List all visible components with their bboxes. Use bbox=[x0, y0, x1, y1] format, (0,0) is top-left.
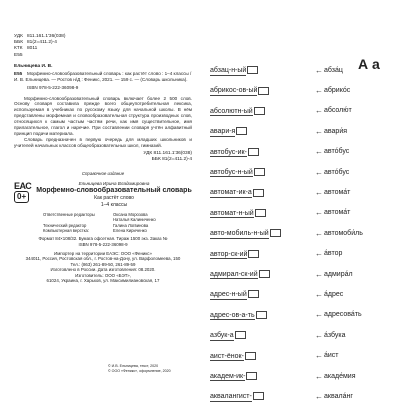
ending-box-icon bbox=[259, 270, 270, 278]
desc-code: Е55 bbox=[14, 70, 23, 76]
morpheme-breakdown bbox=[210, 372, 314, 380]
morpheme-breakdown bbox=[210, 107, 314, 115]
morpheme-breakdown bbox=[210, 127, 314, 135]
staff-name: Елена Кириченко bbox=[113, 227, 147, 233]
root-word: автомоби́ль bbox=[324, 229, 363, 237]
entry-row bbox=[210, 162, 363, 182]
copyright-notice bbox=[108, 364, 171, 373]
right-code-udk: УДК 811.161.1'36(038) bbox=[143, 150, 192, 156]
morpheme-word: адрес-н-ый bbox=[210, 291, 247, 299]
morpheme-breakdown bbox=[210, 392, 314, 400]
ending-box-icon bbox=[248, 290, 259, 298]
root-word: а́ист bbox=[324, 352, 339, 360]
staff-roles bbox=[43, 212, 113, 234]
entry-row bbox=[210, 80, 363, 100]
morpheme-word: автомат-н-ый bbox=[210, 209, 254, 217]
udk-key: УДК bbox=[14, 34, 23, 39]
morpheme-breakdown bbox=[210, 209, 314, 217]
root-word: автома́т bbox=[324, 189, 351, 197]
ending-box-icon bbox=[270, 229, 281, 237]
ending-box-icon bbox=[248, 250, 259, 258]
staff-name: Наталья Калиниченко bbox=[113, 217, 156, 223]
staff-role: Ответственные редакторы bbox=[43, 211, 95, 217]
root-word: абсолю́т bbox=[324, 107, 352, 115]
morpheme-word: автомат-ик-а bbox=[210, 189, 252, 197]
grade-range: 1–4 классы bbox=[100, 201, 128, 208]
arrow-left-icon: ← bbox=[315, 208, 323, 218]
morpheme-word: абсолютн-ый bbox=[210, 107, 253, 115]
importer-phone: Тел.: (863) 261-89-50, 261-89-59 bbox=[70, 261, 136, 267]
morpheme-breakdown bbox=[210, 168, 314, 176]
root-word: а́втор bbox=[324, 250, 343, 258]
arrow-left-icon: ← bbox=[315, 65, 323, 75]
ending-box-icon bbox=[248, 148, 259, 156]
arrow-left-icon: ← bbox=[315, 228, 323, 238]
maker: Изготовитель: ООО «БЭТ», bbox=[75, 272, 131, 278]
arrow-left-icon: ← bbox=[315, 391, 323, 401]
title-block bbox=[36, 181, 192, 209]
ending-box-icon bbox=[256, 311, 267, 319]
arrow-left-icon: ← bbox=[315, 289, 323, 299]
entry-row bbox=[210, 325, 363, 345]
desc-text: Морфемно-словообразовательный словарь : как растёт слово : 1–4 классы / И. В. Ельницева. — Ростов н/Д : Феникс, 2021. — 159 с. — (Словарь школьника). bbox=[14, 70, 192, 82]
certification-signs bbox=[14, 181, 36, 203]
arrow-left-icon: ← bbox=[315, 310, 323, 320]
entry-row bbox=[210, 305, 363, 325]
classification-codes bbox=[14, 34, 192, 59]
format-line: Формат 84×108/32. Бумага офсетная. Тираж 1500 экз. Заказ № bbox=[38, 236, 168, 242]
root-word: авто́бус bbox=[324, 148, 350, 156]
root-word: акаде́мия bbox=[324, 372, 356, 380]
morpheme-word: академ-ик- bbox=[210, 372, 246, 380]
entry-row bbox=[210, 182, 363, 202]
ending-box-icon bbox=[254, 107, 265, 115]
entry-row bbox=[210, 223, 363, 243]
ending-box-icon bbox=[255, 209, 266, 217]
morpheme-breakdown bbox=[210, 290, 314, 298]
root-word: автома́т bbox=[324, 209, 351, 217]
title-block-row bbox=[14, 181, 192, 209]
letter-heading: А а bbox=[358, 56, 380, 72]
morpheme-breakdown bbox=[210, 229, 314, 237]
ending-box-icon bbox=[254, 168, 265, 176]
arrow-left-icon: ← bbox=[315, 188, 323, 198]
morpheme-word: абзац-н-ый bbox=[210, 67, 247, 75]
entry-row bbox=[210, 60, 363, 80]
morpheme-breakdown bbox=[210, 87, 314, 95]
copyright-line: © ООО «Феникс», оформление, 2020 bbox=[108, 368, 171, 373]
morpheme-word: аист-ёнок- bbox=[210, 352, 244, 360]
udk-value: 811.161.1'36(038) bbox=[27, 34, 66, 39]
root-word: адресова́ть bbox=[324, 311, 362, 319]
arrow-left-icon: ← bbox=[315, 147, 323, 157]
ending-box-icon bbox=[253, 189, 264, 197]
ktk-value: 8011 bbox=[27, 46, 38, 52]
ending-box-icon bbox=[253, 392, 264, 400]
ktk-key: КТК bbox=[14, 46, 23, 52]
annotation-paragraph-1: Морфемно-словообразовательный словарь включает более 2 500 слов. Основу словаря составила прежде всего общеупотребительная лексика, используемая в учебниках по русскому языку для начальной школы. В нём представлены морфемная и словообразовательная структура производных слов, относящихся к самым частым частям речи, как имя существительное, имя прилагательное, глагол и наречие. При составлении словаря учтён алфавитный принцип подачи материала. bbox=[14, 95, 192, 136]
entry-list bbox=[210, 60, 363, 407]
importer-address: 344011, Россия, Ростовская обл., г. Ростов-на-Дону, ул. Варфоломеева, 150 bbox=[25, 256, 181, 262]
maker-address: 61024, Украина, г. Харьков, ул. Максимилиановская, 17 bbox=[46, 278, 160, 284]
right-code-bbk: ББК 81(2=411.2)-4 bbox=[151, 156, 192, 162]
arrow-left-icon: ← bbox=[315, 351, 323, 361]
entry-row bbox=[210, 121, 363, 141]
entry-row bbox=[210, 203, 363, 223]
morpheme-breakdown bbox=[210, 270, 314, 278]
right-codes bbox=[14, 151, 192, 163]
entry-row bbox=[210, 345, 363, 365]
entry-row bbox=[210, 284, 363, 304]
morpheme-breakdown bbox=[210, 66, 314, 74]
isbn-line: ISBN 978-5-222-36098-9 bbox=[27, 84, 79, 90]
arrow-left-icon: ← bbox=[315, 126, 323, 136]
entry-row bbox=[210, 366, 363, 386]
copyright-line: © И.В. Ельницева, текст, 2020 bbox=[108, 364, 159, 368]
book-title: Морфемно-словообразовательный словарь bbox=[36, 186, 192, 194]
entry-row bbox=[210, 244, 363, 264]
morpheme-word: адрес-ов-а-ть bbox=[210, 311, 255, 319]
staff-role: Технический редактор bbox=[43, 222, 87, 228]
isbn-imprint: ISBN 978-5-222-36098-9 bbox=[78, 241, 128, 247]
ending-box-icon bbox=[235, 331, 246, 339]
arrow-left-icon: ← bbox=[315, 167, 323, 177]
root-word: а́збука bbox=[324, 331, 346, 339]
morpheme-breakdown bbox=[210, 352, 314, 360]
importer-title: Импортер на территории ЕАЭС: ООО «Феникс» bbox=[54, 250, 152, 256]
staff-name: Оксана Морозова bbox=[113, 211, 148, 217]
entry-row bbox=[210, 101, 363, 121]
arrow-left-icon: ← bbox=[315, 269, 323, 279]
morpheme-breakdown bbox=[210, 148, 314, 156]
edition-label: Справочное издание bbox=[81, 171, 125, 177]
morpheme-word: авари-я bbox=[210, 128, 236, 136]
arrow-left-icon: ← bbox=[315, 106, 323, 116]
ending-box-icon bbox=[245, 352, 256, 360]
root-word: авари́я bbox=[324, 127, 348, 135]
root-word: абрико́с bbox=[324, 87, 351, 95]
author-full-name: Ельницева Ирина Владимировна bbox=[78, 180, 150, 186]
staff-role: Компьютерная верстка: bbox=[43, 227, 90, 233]
ending-box-icon bbox=[246, 372, 257, 380]
age-rating-badge: 0+ bbox=[14, 191, 29, 203]
book-subtitle: Как растёт слово bbox=[94, 194, 134, 201]
entry-row bbox=[210, 142, 363, 162]
root-word: аквала́нг bbox=[324, 392, 353, 400]
morpheme-word: авто-мобиль-н-ый bbox=[210, 230, 269, 238]
morpheme-word: абрикос-ов-ый bbox=[210, 87, 258, 95]
annotation-paragraph-2: Словарь предназначен в первую очередь для младших школьников и учителей начальных классов общеобразовательных школ, гимназий. bbox=[14, 136, 192, 148]
staff-names bbox=[113, 212, 163, 234]
staff-name: Галина Логвинова bbox=[113, 222, 149, 228]
ending-box-icon bbox=[258, 87, 269, 95]
morpheme-breakdown bbox=[210, 331, 314, 339]
morpheme-word: азбук-а bbox=[210, 332, 234, 340]
dictionary-page bbox=[200, 0, 400, 400]
imprint bbox=[14, 236, 192, 284]
entry-row bbox=[210, 264, 363, 284]
morpheme-word: автобус-н-ый bbox=[210, 168, 253, 176]
bbk-value: 81(2=411.2)-4 bbox=[27, 40, 57, 46]
arrow-left-icon: ← bbox=[315, 86, 323, 96]
ending-box-icon bbox=[247, 66, 258, 74]
arrow-left-icon: ← bbox=[315, 249, 323, 259]
book-code: Е55 bbox=[14, 52, 23, 58]
bibliographic-description bbox=[14, 71, 192, 83]
author-heading: Ельницева И. В. bbox=[14, 63, 53, 69]
morpheme-word: автор-ск-ий bbox=[210, 250, 248, 258]
root-word: авто́бус bbox=[324, 168, 350, 176]
morpheme-word: аквалангист- bbox=[210, 393, 252, 401]
morpheme-word: автобус-ик- bbox=[210, 148, 247, 156]
made-in: Изготовлено в России. Дата изготовления: 08.2020. bbox=[50, 267, 156, 273]
morpheme-word: адмирал-ск-ий bbox=[210, 270, 258, 278]
root-word: а́дрес bbox=[324, 290, 344, 298]
eac-logo: ЕАС bbox=[14, 180, 32, 191]
entry-row bbox=[210, 386, 363, 406]
morpheme-breakdown bbox=[210, 250, 314, 258]
ending-box-icon bbox=[236, 127, 247, 135]
root-word: адмира́л bbox=[324, 270, 353, 278]
morpheme-breakdown bbox=[210, 311, 314, 319]
morpheme-breakdown bbox=[210, 189, 314, 197]
staff-credits bbox=[14, 212, 192, 234]
copyright-page bbox=[0, 0, 200, 400]
arrow-left-icon: ← bbox=[315, 371, 323, 381]
root-word: абза́ц bbox=[324, 66, 343, 74]
bbk-key: ББК bbox=[14, 40, 24, 46]
arrow-left-icon: ← bbox=[315, 330, 323, 340]
